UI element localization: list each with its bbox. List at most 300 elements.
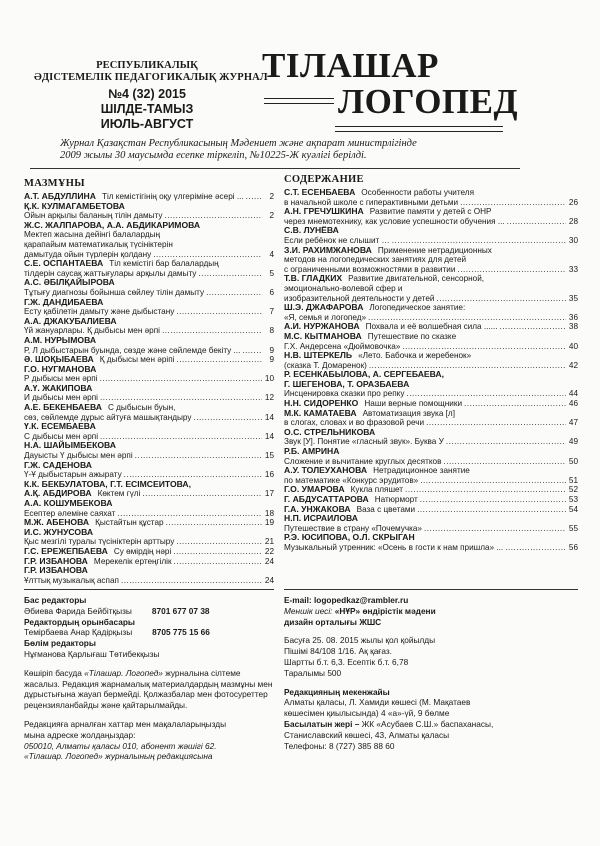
toc-page-number: 9 — [269, 355, 274, 365]
toc-text: в начальной школе с гиперактивными детьми — [284, 197, 459, 207]
toc-author: Қ.К. КУЛМАГАМБЕТОВА — [24, 200, 125, 211]
toc-author: А.Т. АБДУЛЛИНА — [24, 191, 96, 201]
toc-entry[interactable] — [24, 365, 274, 384]
toc-ru-heading: СОДЕРЖАНИЕ — [284, 174, 364, 185]
phones: Телефоны: 8 (727) 385 88 60 — [284, 740, 395, 751]
toc-line — [24, 441, 274, 451]
toc-entry[interactable] — [24, 403, 274, 422]
toc-author: С.Е. ОСПАНТАЕВА — [24, 258, 104, 269]
section-editor-name: Нұғманова Қарлығаш Төтибекқызы — [24, 648, 160, 659]
toc-leader-dots — [507, 217, 566, 227]
toc-page-number: 15 — [264, 451, 274, 461]
toc-entry[interactable] — [284, 207, 578, 226]
toc-entry[interactable] — [24, 499, 274, 518]
toc-text: через мнемотехнику, как условие успешности обучения ... — [284, 216, 505, 226]
toc-entry[interactable] — [284, 514, 578, 533]
toc-leader-dots — [242, 346, 262, 356]
toc-title: Кукла пляшет — [350, 485, 404, 495]
toc-text: изобразительной деятельности у детей — [284, 293, 435, 303]
toc-author: А.И. НУРЖАНОВА — [284, 321, 360, 332]
toc-author: Н.П. ИСРАИЛОВА — [284, 513, 358, 524]
toc-line — [284, 447, 578, 457]
header-divider — [30, 168, 520, 169]
circulation: Таралымы 500 — [284, 667, 342, 678]
toc-page-number: 53 — [568, 495, 578, 504]
toc-page-number: 47 — [568, 418, 578, 428]
toc-page-number: 9 — [269, 345, 274, 355]
toc-entry[interactable] — [24, 422, 274, 441]
toc-page-number: 52 — [568, 485, 578, 495]
toc-author: Ү.К. ЕСЕМБАЕВА — [24, 421, 96, 432]
toc-text: Дауысты Ү дыбысы мен әрпі — [24, 451, 133, 461]
toc-text: Қыс мезгілі туралы түсініктерін арттыру — [24, 537, 175, 547]
chief-editor-row — [24, 606, 274, 617]
toc-page-number: 36 — [568, 312, 578, 322]
toc-page-number: 40 — [568, 341, 578, 351]
toc-page-number: 18 — [264, 508, 274, 518]
toc-title: Мерекелік ертеңгілік — [93, 556, 172, 566]
toc-entry[interactable] — [24, 317, 274, 336]
toc-title: Нетрадиционное занятие — [373, 466, 470, 476]
toc-author: Т.В. ГЛАДКИХ — [284, 273, 343, 284]
toc-author: М.Ж. АБЕНОВА — [24, 517, 90, 528]
toc-entry[interactable] — [24, 278, 274, 297]
toc-leader-dots — [173, 547, 262, 557]
toc-title: Развитие памяти у детей с ОНР — [369, 207, 492, 217]
toc-author: Г.О. УМАРОВА — [284, 484, 345, 495]
toc-text: в слогах, словах и во фразовой речи — [284, 418, 425, 428]
toc-page-number: 14 — [264, 431, 274, 441]
toc-leader-dots — [500, 322, 567, 332]
registration-line-1: Журнал Қазақстан Республикасының Мәдениет және ақпарат министрлігінде — [60, 138, 417, 149]
toc-entry[interactable] — [284, 466, 578, 485]
toc-leader-dots — [100, 374, 262, 384]
toc-text: эмоционально-волевой сфер и — [284, 283, 403, 293]
toc-leader-dots — [176, 537, 262, 547]
toc-text: Ұлттық музыкалық аспап — [24, 575, 119, 585]
toc-line — [284, 380, 578, 390]
toc-text: Р дыбысы мен әрпі — [24, 374, 98, 384]
toc-title: Көктем гүлі — [97, 489, 141, 499]
sheets: Шартты б.т. 6,3. Есептік б.т. 6,78 — [284, 656, 409, 667]
toc-author: Г.Р. ИЗБАНОВА — [24, 555, 88, 566]
toc-text: И дыбысы мен әрпі — [24, 393, 98, 403]
toc-leader-dots — [368, 313, 566, 323]
toc-leader-dots — [176, 307, 262, 317]
toc-line — [24, 576, 274, 586]
toc-leader-dots — [505, 543, 566, 553]
toc-author: С.В. ЛУНЁВА — [284, 225, 339, 236]
toc-title: Қыстайтын құстар — [95, 518, 164, 528]
toc-author: К.К. БЕКБУЛАТОВА, Г.Т. ЕСІМСЕИТОВА, — [24, 478, 192, 489]
toc-page-number: 21 — [264, 537, 274, 547]
toc-line — [24, 230, 274, 240]
logo-double-rule-left — [264, 98, 334, 104]
toc-page-number: 22 — [264, 546, 274, 556]
toc-title: Наши верные помощники — [364, 399, 463, 409]
toc-author: Ш.Э. ДЖАФАРОВА — [284, 302, 364, 313]
toc-leader-dots — [246, 192, 262, 202]
toc-author: Г. ШЕГЕНОВА, Т. ОРАЗБАЕВА — [284, 378, 410, 389]
footer-divider-left — [24, 589, 274, 590]
toc-title: Тіл кемістігінің оқу үлгеріміне әсері ... — [101, 192, 244, 201]
toc-author: И.С. ЖУНУСОВА — [24, 526, 94, 537]
toc-line — [24, 298, 274, 308]
toc-entry[interactable] — [284, 370, 578, 399]
toc-page-number: 42 — [568, 360, 578, 370]
toc-page-number: 28 — [568, 216, 578, 226]
toc-author: А.М. НУРЫМОВА — [24, 334, 97, 345]
toc-text: с ограниченными возможностями в развитии — [284, 264, 456, 274]
toc-text: Сложение и вычитание круглых десятков — [284, 456, 442, 466]
address-line-1: Алматы қаласы, Л. Хамиди көшесі (М. Мақатаев — [284, 697, 471, 708]
toc-page-number: 24 — [264, 556, 274, 566]
toc-leader-dots — [206, 288, 262, 298]
toc-line — [284, 533, 578, 543]
toc-line — [284, 207, 578, 217]
journal-title-line-1: ТІЛАШАР — [262, 46, 439, 85]
toc-leader-dots — [402, 342, 566, 352]
toc-text: Если ребёнок не слышит … — [284, 235, 390, 245]
toc-line — [284, 188, 578, 198]
toc-line — [284, 226, 578, 236]
toc-page-number: 33 — [568, 264, 578, 274]
address-label: Редакцияның мекенжайы — [284, 686, 390, 697]
deputy-row — [24, 627, 274, 638]
print-row — [284, 719, 578, 730]
editorial-board — [24, 595, 274, 762]
toc-author: А.Қ. АБДИРОВА — [24, 488, 92, 499]
toc-author: М.К. КАМАТАЕВА — [284, 407, 357, 418]
publisher-line-1: РЕСПУБЛИКАЛЫҚ — [96, 60, 198, 71]
toc-text: Есептер әлеміне саяхат — [24, 508, 116, 518]
toc-leader-dots — [436, 294, 566, 304]
toc-leader-dots — [100, 432, 262, 442]
toc-line — [24, 202, 274, 212]
address-line-2: көшесімен қиылысында) 4 «а»-үй, 9 бөлме — [284, 708, 450, 719]
toc-entry[interactable] — [284, 409, 578, 428]
journal-header-info — [34, 60, 268, 132]
toc-leader-dots — [420, 476, 566, 486]
toc-leader-dots — [426, 418, 566, 428]
toc-line — [284, 428, 578, 438]
toc-line — [284, 284, 578, 294]
owner-row — [284, 606, 578, 617]
toc-text: «Я, семья и логопед» — [284, 312, 367, 322]
letters-address-1: 050010, Алматы қаласы 010, абонент жәшігі 62. — [24, 740, 217, 751]
toc-page-number: 6 — [269, 287, 274, 297]
toc-leader-dots — [193, 413, 262, 423]
toc-leader-dots — [460, 198, 566, 208]
toc-line — [24, 317, 274, 327]
toc-line — [24, 422, 274, 432]
letters-line-1: Редакцияға арналған хаттар мен мақалаларыңызды — [24, 718, 227, 729]
toc-text: Путешествие в страну «Почемучка» — [284, 523, 422, 533]
toc-title: С дыбысын буын, — [107, 403, 176, 413]
toc-entry[interactable] — [24, 566, 274, 585]
toc-page-number: 16 — [264, 470, 274, 480]
toc-leader-dots — [405, 485, 566, 495]
toc-kz-heading: МАЗМҰНЫ — [24, 178, 85, 189]
toc-text: дамытуда ойын түрлерін қолдану — [24, 249, 152, 259]
toc-line — [284, 543, 578, 553]
toc-page-number: 30 — [568, 235, 578, 245]
toc-page-number: 55 — [568, 523, 578, 533]
toc-author: А.У. ТОЛЕУХАНОВА — [284, 465, 368, 476]
toc-page-number: 49 — [568, 437, 578, 447]
toc-page-number: 17 — [264, 489, 274, 499]
toc-page-number: 4 — [269, 249, 274, 259]
toc-line — [284, 303, 578, 313]
toc-page-number: 19 — [264, 518, 274, 528]
toc-leader-dots — [464, 399, 566, 409]
registration-note — [60, 138, 540, 162]
toc-author: Р.Э. ЮСИПОВА, О.Л. СКРЫГАН — [284, 532, 415, 543]
toc-page-number: 54 — [568, 504, 578, 514]
toc-ru — [284, 188, 578, 553]
toc-entry[interactable] — [24, 528, 274, 547]
toc-author: Н.Н. СИДОРЕНКО — [284, 398, 359, 409]
toc-leader-dots — [392, 236, 566, 246]
toc-author: Г.А. УНЖАКОВА — [284, 503, 351, 514]
toc-entry[interactable] — [24, 480, 274, 499]
toc-entry[interactable] — [284, 332, 578, 351]
toc-line — [24, 461, 274, 471]
toc-author: А.Е. БЕКЕНБАЕВА — [24, 402, 102, 413]
toc-leader-dots — [100, 393, 262, 403]
toc-text: тілдерін саусақ жаттығулары арқылы дамыту — [24, 268, 197, 278]
copyright-notice — [24, 668, 274, 711]
issue-number: №4 (32) 2015 — [108, 87, 186, 101]
toc-author: А.А. ДЖАКУБАЛИЕВА — [24, 315, 117, 326]
toc-leader-dots — [135, 451, 262, 461]
notice-pre: Көшіріп басуда — [24, 667, 85, 678]
journal-title-line-2: ЛОГОПЕД — [338, 82, 519, 121]
toc-entry[interactable] — [284, 447, 578, 466]
notice-post: журналына сілтеме жасалыз. Редакция жарнамалық материалдардың мазмұны мен дұрыстығына жауап бермейді. Қолжазбалар мен фотосуреттер рецензияланбайды және қайтарылмайды. — [24, 667, 273, 711]
toc-leader-dots — [162, 326, 262, 336]
toc-author: М.С. КЫТМАНОВА — [284, 330, 362, 341]
toc-page-number: 44 — [568, 389, 578, 399]
toc-line — [24, 240, 274, 250]
deputy-phone: 8705 775 15 66 — [152, 627, 210, 638]
toc-author: Р.Б. АМРИНА — [284, 446, 340, 457]
toc-line — [284, 409, 578, 419]
toc-entry[interactable] — [24, 461, 274, 480]
toc-author: С.Т. ЕСЕНБАЕВА — [284, 187, 356, 197]
registration-line-2: 2009 жылы 30 маусымда есепке тіркеліп, №10225-Ж куәлігі берілді. — [60, 150, 367, 161]
toc-text: Тұтығу диагнозы бойынша сөйлеу тілін дамыту — [24, 287, 205, 297]
email-link[interactable]: E-mail: logopedkaz@rambler.ru — [284, 595, 409, 605]
toc-page-number: 35 — [568, 293, 578, 303]
toc-line — [284, 246, 578, 256]
deputy-name: Темірбаева Анар Қадірқызы — [24, 627, 133, 638]
toc-title: Похвала и её волшебная сила ...... — [365, 322, 498, 332]
section-editor-label: Бөлім редакторы — [24, 638, 96, 649]
toc-text: Есту қабілетін дамыту және дыбыстану — [24, 307, 175, 317]
toc-text: (сказка Т. Домаренок) — [284, 360, 367, 370]
toc-entry[interactable] — [24, 259, 274, 278]
chief-editor-name: Әбиева Фарида Бейбітқызы — [24, 605, 132, 616]
letters-address-2: «Тілашар. Логопед» журналының редакциясына — [24, 751, 213, 762]
toc-text: Ойын арқылы баланың тілін дамыту — [24, 211, 163, 221]
toc-author: А.Н. ГРЕЧУШКИНА — [284, 206, 364, 217]
toc-entry[interactable] — [284, 188, 578, 207]
toc-text: Звук [У]. Понятие «гласный звук». Буква У — [284, 437, 444, 447]
toc-title: Применение нетрадиционных — [377, 245, 492, 255]
owner-value: «НҰР» өндірістік мәдени — [332, 605, 436, 616]
toc-author: Г.Р. ИЗБАНОВА — [24, 565, 88, 576]
print-label: Басылатын жері – — [284, 718, 360, 729]
toc-text: Үй жануарлары. Қ дыбысы мен әрпі — [24, 326, 160, 336]
toc-text: С дыбысы мен әрпі — [24, 431, 99, 441]
toc-author: А.С. ӘБІЛҚАЙЫРОВА — [24, 277, 115, 288]
toc-entry[interactable] — [284, 533, 578, 552]
toc-title: Ваза с цветами — [356, 504, 416, 514]
toc-author: А.А. КОШУМБЕКОВА — [24, 498, 113, 508]
toc-page-number: 24 — [264, 575, 274, 585]
toc-kz — [24, 192, 274, 585]
toc-text: қарапайым математикалық түсініктерін — [24, 239, 173, 249]
chief-editor-phone: 8701 677 07 38 — [151, 605, 210, 616]
toc-title: Развитие двигательной, сенсорной, — [348, 274, 485, 284]
toc-line — [24, 336, 274, 346]
toc-leader-dots — [420, 495, 566, 505]
toc-leader-dots — [117, 509, 262, 519]
toc-author: Ә. ШОҚЫБАЕВА — [24, 354, 94, 365]
toc-title: Натюрморт — [374, 495, 418, 504]
toc-entry[interactable] — [284, 303, 578, 322]
toc-author: О.С. СТРЕЛЬНИКОВА — [284, 426, 376, 437]
toc-line — [24, 365, 274, 375]
toc-line — [24, 259, 274, 269]
toc-line — [284, 332, 578, 342]
toc-page-number: 2 — [269, 211, 274, 221]
toc-leader-dots — [142, 489, 262, 499]
toc-page-number: 7 — [269, 307, 274, 317]
toc-line — [284, 351, 578, 361]
toc-text: Мектеп жасына дейінгі балалардың — [24, 230, 161, 240]
toc-entry[interactable] — [284, 428, 578, 447]
toc-page-number: 5 — [269, 268, 274, 278]
logo-double-rule-bottom — [335, 126, 503, 132]
toc-text: Ү-Ұ дыбыстарын ажырату — [24, 470, 122, 480]
footer-divider-right — [284, 589, 578, 590]
print-value: ЖК «Асубаев С.Ш.» баспаханасы, — [359, 718, 494, 729]
toc-line — [284, 466, 578, 476]
toc-line — [24, 278, 274, 288]
toc-entry[interactable] — [24, 221, 274, 259]
signed-date: Басуға 25. 08. 2015 жылы қол қойылды — [284, 635, 436, 646]
toc-page-number: 10 — [264, 374, 274, 384]
toc-page-number: 51 — [568, 475, 578, 485]
issue-months-kz: ШІЛДЕ-ТАМЫЗ — [100, 102, 194, 116]
toc-leader-dots — [153, 250, 262, 260]
toc-leader-dots — [121, 576, 262, 586]
toc-page-number: 38 — [568, 322, 578, 332]
toc-line — [24, 221, 274, 231]
toc-entry[interactable] — [24, 336, 274, 355]
toc-line — [284, 255, 578, 265]
toc-author: Г. АБДУСАТТАРОВА — [284, 494, 369, 504]
toc-author: Н.В. ШТЕРКЕЛЬ — [284, 350, 353, 361]
toc-title: Логопедическое занятие: — [369, 303, 466, 313]
toc-leader-dots — [443, 457, 566, 467]
toc-page-number: 8 — [269, 326, 274, 336]
toc-page-number: 2 — [269, 192, 274, 201]
toc-page-number: 50 — [568, 456, 578, 466]
toc-text: Музыкальный утренник: «Осень в гости к нам пришла» ... — [284, 542, 504, 552]
toc-leader-dots — [174, 557, 262, 567]
toc-author: Г.Ж. САДЕНОВА — [24, 459, 92, 470]
toc-title: Особенности работы учителя — [361, 188, 475, 197]
toc-text: методов на логопедических занятиях для детей — [284, 255, 467, 265]
toc-entry[interactable] — [24, 384, 274, 403]
issue-months-ru: ИЮЛЬ-АВГУСТ — [100, 117, 194, 131]
toc-line — [284, 274, 578, 284]
toc-title: «Лето. Бабочка и жеребенок» — [358, 351, 472, 361]
toc-page-number: 56 — [568, 542, 578, 552]
toc-leader-dots — [176, 355, 262, 365]
toc-title: Қ дыбысы мен әріпі — [99, 355, 175, 365]
toc-line — [24, 528, 274, 538]
notice-journal: «Тілашар. Логопед» — [84, 667, 163, 678]
toc-line — [24, 384, 274, 394]
toc-title: Автоматизация звука [л] — [362, 408, 455, 418]
toc-author: Г.О. НУГМАНОВА — [24, 363, 97, 374]
toc-page-number: 46 — [568, 399, 578, 409]
toc-entry[interactable] — [284, 351, 578, 370]
toc-author: Р. ЕСЕНКАБЫЛОВА, А. СЕРГЕБАЕВА, — [284, 369, 445, 380]
toc-entry[interactable] — [24, 202, 274, 221]
toc-title: Путешествие по сказке — [367, 331, 457, 341]
toc-author: Н.А. ШАЙЫМБЕКОВА — [24, 440, 116, 451]
toc-leader-dots — [166, 518, 262, 528]
toc-entry[interactable] — [284, 274, 578, 303]
deputy-label: Редактордың орынбасары — [24, 616, 135, 627]
toc-text: сөз, сөйлемде дұрыс айтуға машықтандыру — [24, 412, 192, 422]
toc-page-number: 26 — [568, 197, 578, 207]
toc-author: Г.Ж. ДАНДИБАЕВА — [24, 296, 104, 307]
toc-entry[interactable] — [284, 246, 578, 275]
print-address: Станиславский көшесі, 43, Алматы қаласы — [284, 729, 450, 740]
toc-author: А.Ү. ЖАКИПОВА — [24, 382, 93, 393]
toc-entry[interactable] — [24, 441, 274, 460]
toc-leader-dots — [457, 265, 566, 275]
owner-value-2: дизайн орталығы ЖШС — [284, 616, 382, 627]
toc-author: Ж.С. ЖАЛПАРОВА, А.А. АБДИКАРИМОВА — [24, 219, 201, 230]
toc-author: Г.С. ЕРЕЖЕПБАЕВА — [24, 545, 108, 556]
toc-text: Инсценировка сказки про репку — [284, 389, 405, 399]
publisher-line-2: ӘДІСТЕМЕЛІК ПЕДАГОГИКАЛЫҚ ЖУРНАЛ — [34, 72, 268, 83]
toc-leader-dots — [446, 437, 566, 447]
toc-leader-dots — [424, 524, 566, 534]
toc-line — [24, 499, 274, 509]
toc-line — [284, 514, 578, 524]
toc-author: З.И. РАХИМЖАНОВА — [284, 244, 372, 255]
toc-title: Тіл кемістігі бар балалардың — [109, 259, 219, 269]
toc-leader-dots — [406, 389, 566, 399]
letters-line-2: мына адреске жолдаңыздар: — [24, 729, 136, 740]
toc-leader-dots — [198, 269, 262, 279]
toc-line — [24, 566, 274, 576]
format: Пішімі 84/108 1/16. Ақ қағаз. — [284, 646, 392, 657]
chief-editor-label: Бас редакторы — [24, 595, 87, 605]
toc-text: по математике «Конкурс эрудитов» — [284, 475, 419, 485]
toc-entry[interactable] — [284, 226, 578, 245]
toc-entry[interactable] — [24, 298, 274, 317]
toc-text: Г.Х. Андерсена «Дюймовочка» — [284, 341, 401, 351]
